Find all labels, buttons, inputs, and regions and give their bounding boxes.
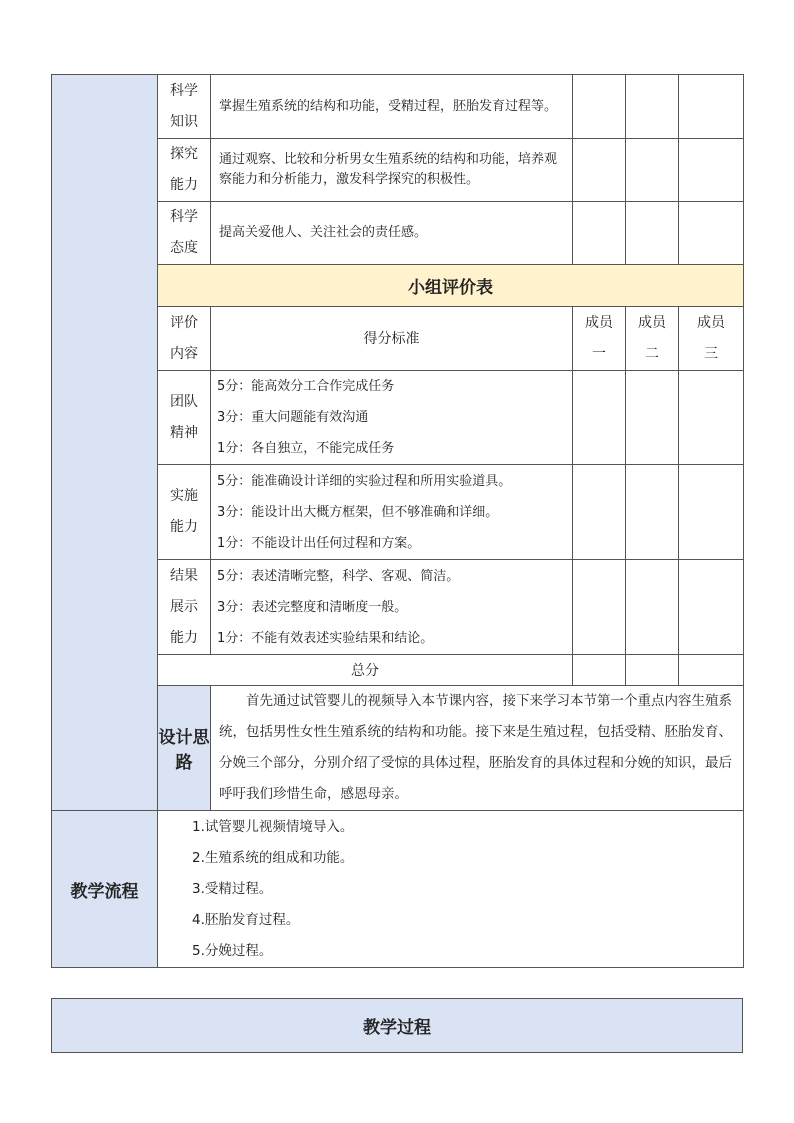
objective-row-knowledge — [52, 75, 744, 139]
design-text-cell — [211, 686, 744, 811]
objective-label: 科学 态度 — [158, 202, 211, 265]
score-cell — [573, 75, 626, 139]
score-cell — [573, 139, 626, 202]
teaching-process-title: 教学过程 — [52, 999, 743, 1053]
score-cell — [626, 560, 679, 655]
criteria-header: 得分标准 — [211, 307, 573, 371]
flow-row — [52, 811, 744, 968]
score-cell — [573, 655, 626, 686]
flow-item: 4.胚胎发育过程。 — [192, 911, 300, 928]
score-cell — [679, 202, 744, 265]
score-cell — [679, 655, 744, 686]
member-header: 成员 二 — [626, 307, 679, 371]
flow-item: 1.试管婴儿视频情境导入。 — [192, 818, 354, 835]
objective-text: 掌握生殖系统的结构和功能，受精过程，胚胎发育过程等。 — [211, 75, 573, 139]
lesson-plan-table — [51, 74, 744, 968]
objective-text: 通过观察、比较和分析男女生殖系统的结构和功能，培养观察能力和分析能力，激发科学探究的积极性。 — [211, 139, 573, 202]
score-cell — [626, 465, 679, 560]
score-cell — [626, 139, 679, 202]
score-cell — [573, 560, 626, 655]
group-eval-title: 小组评价表 — [158, 265, 744, 307]
eval-row-label: 实施 能力 — [158, 465, 211, 560]
score-cell — [573, 465, 626, 560]
flow-item: 3.受精过程。 — [192, 880, 273, 897]
member-header: 成员 一 — [573, 307, 626, 371]
eval-content-header: 评价 内容 — [158, 307, 211, 371]
score-cell — [626, 75, 679, 139]
member-header: 成员 三 — [679, 307, 744, 371]
flow-item: 5.分娩过程。 — [192, 942, 273, 959]
eval-criteria: 5分：能准确设计详细的实验过程和所用实验道具。 3分：能设计出大概方框架，但不够准确和详细。 1分：不能设计出任何过程和方案。 — [211, 465, 573, 560]
teaching-process-table — [51, 998, 743, 1053]
score-cell — [679, 465, 744, 560]
score-cell — [679, 560, 744, 655]
score-cell — [573, 371, 626, 465]
design-label: 设计思路 — [158, 686, 211, 811]
eval-criteria: 5分：能高效分工合作完成任务 3分：重大问题能有效沟通 1分：各自独立，不能完成任务 — [211, 371, 573, 465]
objective-text: 提高关爱他人、关注社会的责任感。 — [211, 202, 573, 265]
score-cell — [679, 139, 744, 202]
flow-label: 教学流程 — [52, 811, 158, 968]
eval-criteria: 5分：表述清晰完整，科学、客观、简洁。 3分：表述完整度和清晰度一般。 1分：不能有效表述实验结果和结论。 — [211, 560, 573, 655]
left-blue-cell — [52, 75, 158, 811]
eval-row-label: 团队 精神 — [158, 371, 211, 465]
design-text: 首先通过试管婴儿的视频导入本节课内容，接下来学习本节第一个重点内容生殖系统，包括男性女性生殖系统的结构和功能。接下来是生殖过程，包括受精、胚胎发育、分娩三个部分，分别介绍了受惊的具体过程，胚胎发育的具体过程和分娩的知识，最后呼吁我们珍惜生命，感恩母亲。 — [219, 693, 732, 802]
objective-label: 科学 知识 — [158, 75, 211, 139]
flow-list — [158, 811, 744, 968]
score-cell — [679, 371, 744, 465]
flow-item: 2.生殖系统的组成和功能。 — [192, 849, 354, 866]
score-cell — [573, 202, 626, 265]
total-label: 总分 — [158, 655, 573, 686]
score-cell — [626, 202, 679, 265]
score-cell — [626, 371, 679, 465]
score-cell — [679, 75, 744, 139]
score-cell — [626, 655, 679, 686]
eval-row-label: 结果 展示 能力 — [158, 560, 211, 655]
objective-label: 探究 能力 — [158, 139, 211, 202]
